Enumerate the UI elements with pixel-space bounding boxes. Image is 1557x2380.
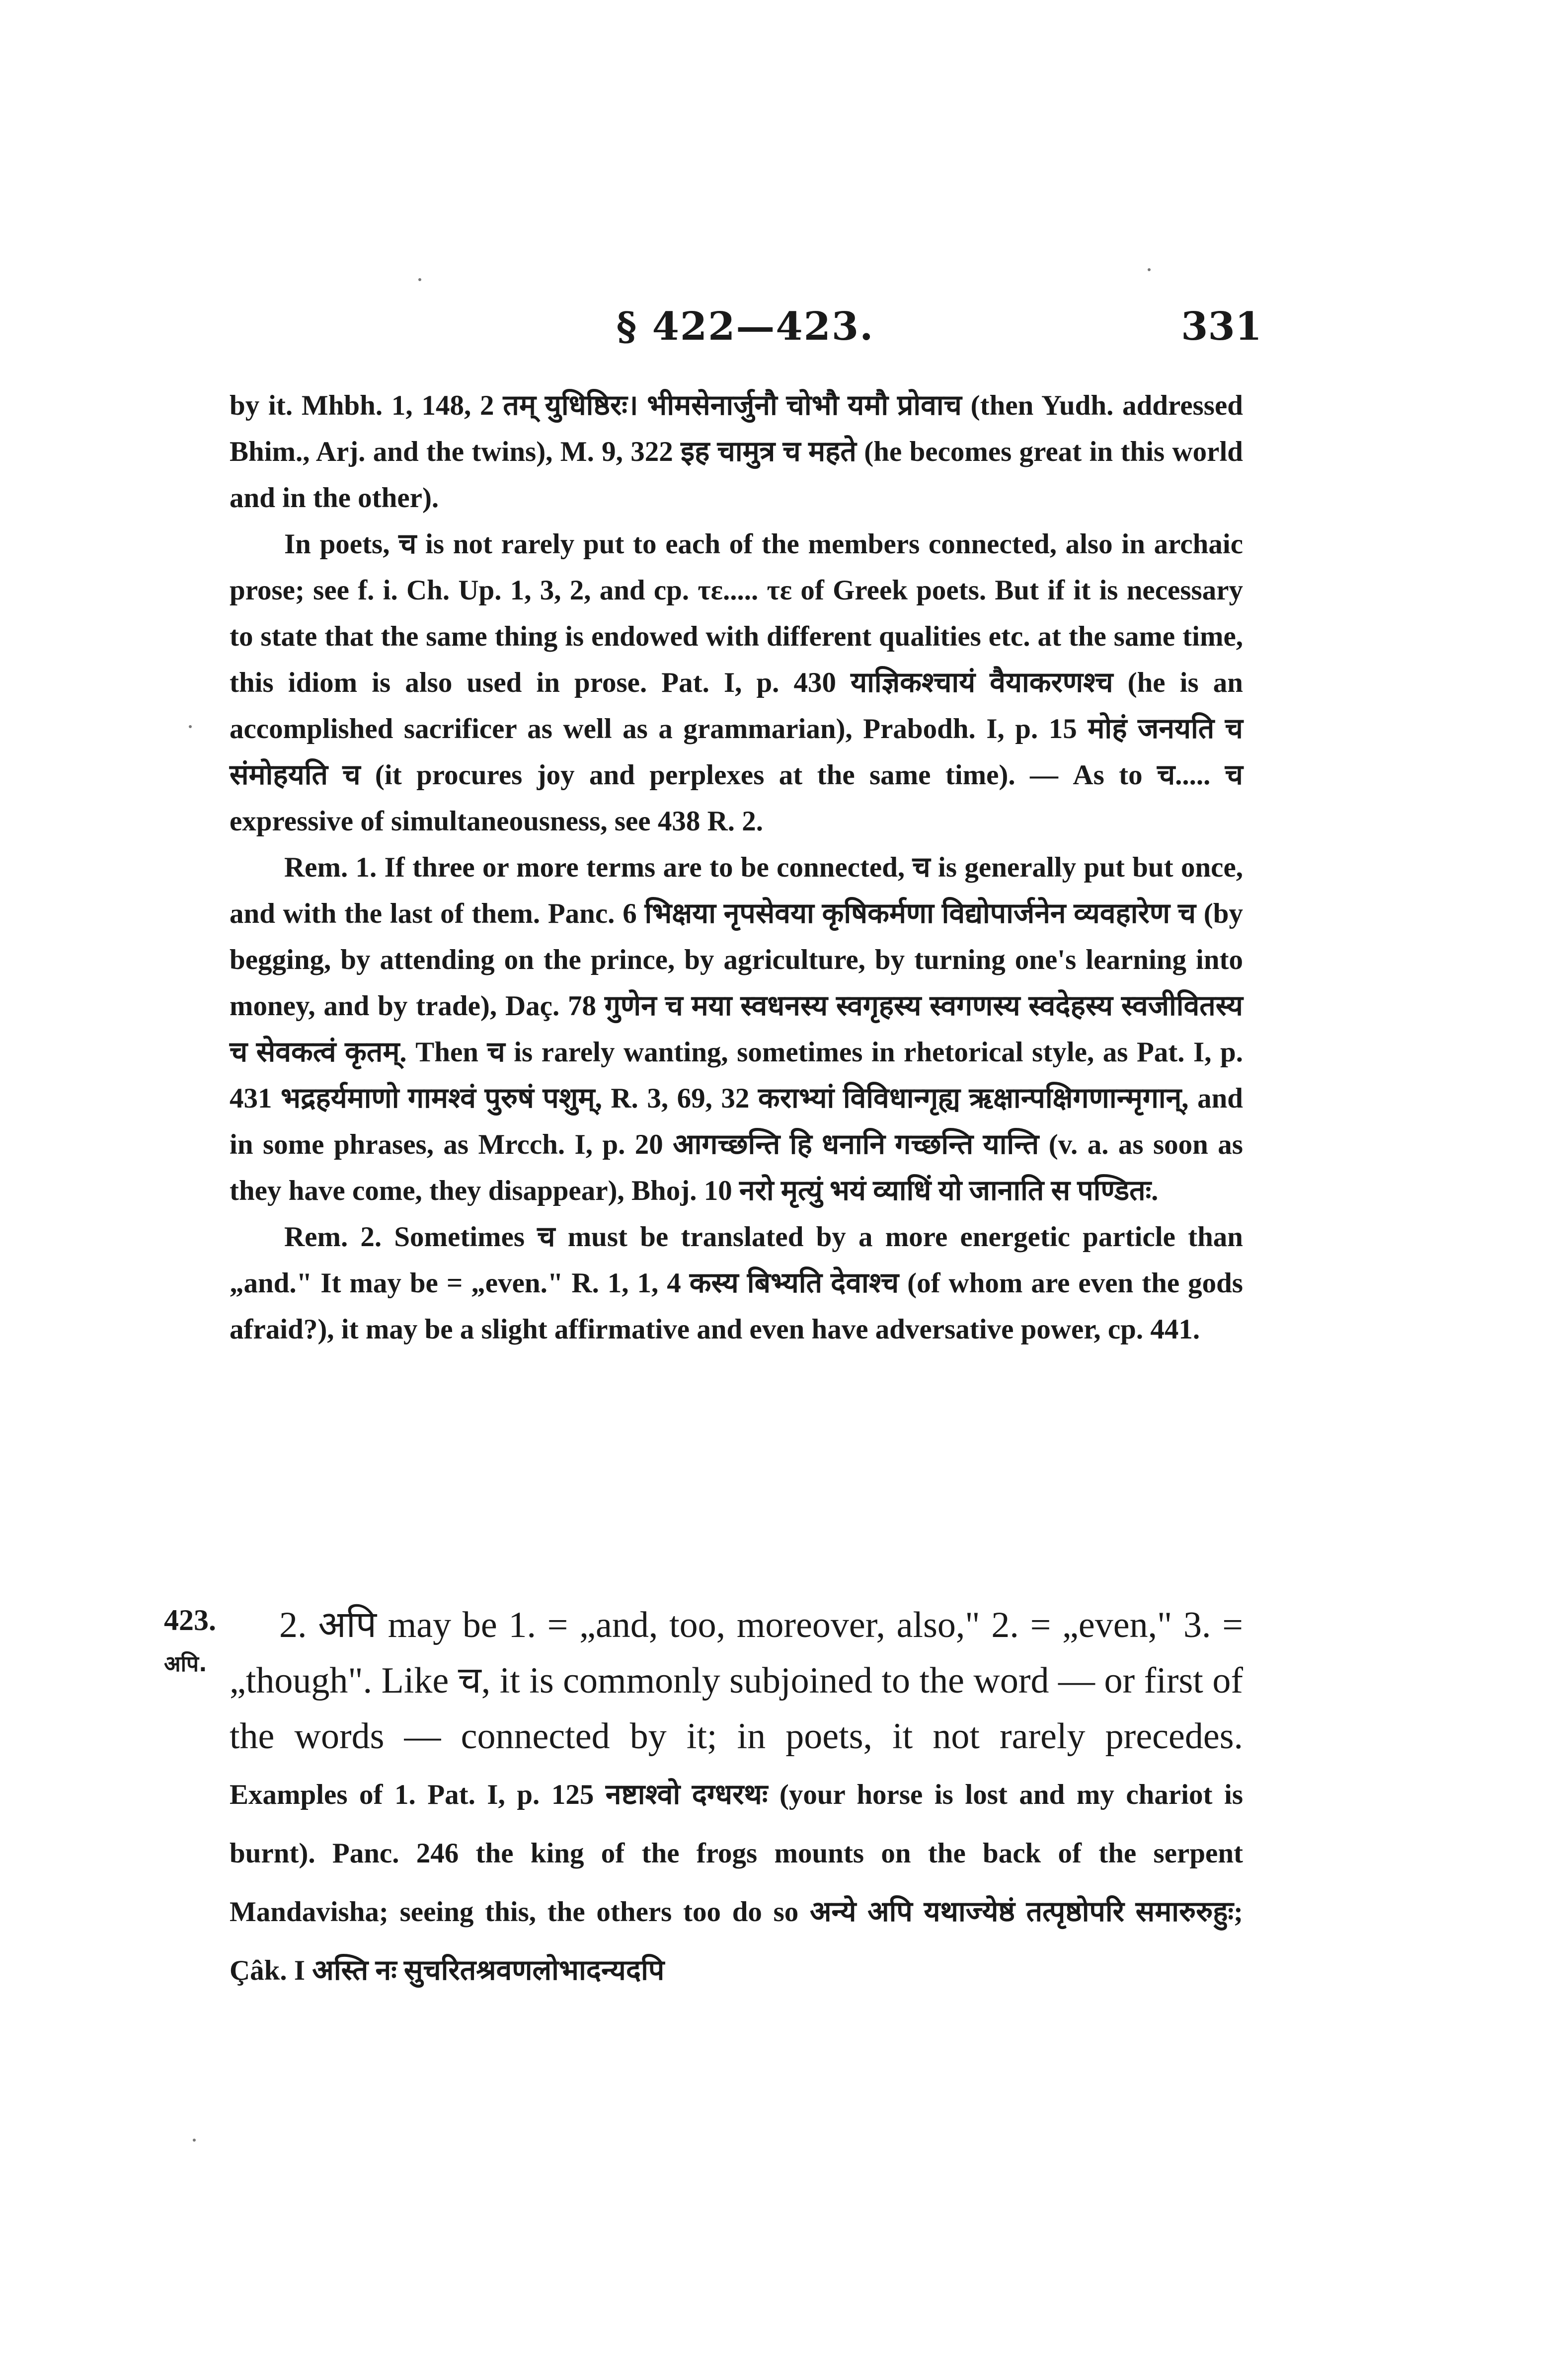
main-text-block xyxy=(230,382,1243,1352)
paragraph-rem-1: Rem. 1. If three or more terms are to be connected, च is generally put but once, and with the last of them. Panc. 6 भिक्षया नृपसेवया कृषिकर्मणा विद्योपार्जनेन व्यवहारेण च (by begging, by attending on the prince, by agriculture, by turning one's learning into money, and by trade), Daç. 78 गुणेन च मया स्वधनस्य स्वगृहस्य स्वगणस्य स्वदेहस्य स्वजीवितस्य च सेवकत्वं कृतम्. Then च is rarely wanting, sometimes in rhetorical style, as Pat. I, p. 431 भद्रहर्यमाणो गामश्वं पुरुषं पशुम्, R. 3, 69, 32 कराभ्यां विविधान्गृह्य ऋक्षान्पक्षिगणान्मृगान्, and in some phrases, as Mrcch. I, p. 20 आगच्छन्ति हि धनानि गच्छन्ति यान्ति (v. a. as soon as they have come, they disappear), Bhoj. 10 नरो मृत्युं भयं व्याधिं यो जानाति स पण्डितः. xyxy=(230,852,1243,1206)
margin-keyword: अपि. xyxy=(164,1651,207,1677)
paper-speck xyxy=(1148,268,1151,271)
section-423-lead-text: 2. अपि may be 1. = „and, too, moreover, also," 2. = „even," 3. = „though". Like च, it is commonly subjoined to the word — or first of the words — connected by it; in poets, it not rarely precedes. xyxy=(230,1605,1244,1757)
margin-section-number: 423. xyxy=(164,1604,216,1636)
page-number: 331 xyxy=(1181,304,1262,349)
paper-speck xyxy=(193,2139,196,2142)
paragraph-poets: In poets, च is not rarely put to each of the members connected, also in archaic prose; see f. i. Ch. Up. 1, 3, 2, and cp. τε..... τε of Greek poets. But if it is necessary to state that the same thing is endowed with different qualities etc. at the same time, this idiom is also used in prose. Pat. I, p. 430 याज्ञिकश्चायं वैयाकरणश्च (he is an accomplished sacrificer as well as a grammarian), Prabodh. I, p. 15 मोहं जनयति च संमोहयति च (it procures joy and perplexes at the same time). — As to च..... च expressive of simultaneousness, see 438 R. 2. xyxy=(230,528,1243,837)
section-423-lead xyxy=(230,1597,1243,1999)
section-423-examples: Examples of 1. Pat. I, p. 125 नष्टाश्वो दग्धरथः (your horse is lost and my chariot is burnt). Panc. 246 the king of the frogs mounts on the back of the serpent Mandavisha; seeing this, the others too do so अन्ये अपि यथाज्येष्ठं तत्पृष्ठोपरि समारुरुहुः; Çâk. I अस्ति नः सुचरितश्रवणलोभादन्यदपि xyxy=(230,1779,1243,1986)
running-header xyxy=(229,304,1262,359)
paragraph-continuation: by it. Mhbh. 1, 148, 2 तम् युधिष्ठिरः। भीमसेनार्जुनौ चोभौ यमौ प्रोवाच (then Yudh. addressed Bhim., Arj. and the twins), M. 9, 322 इह चामुत्र च महते (he becomes great in this world and in the other). xyxy=(230,390,1243,514)
paper-speck xyxy=(418,278,421,281)
paper-speck xyxy=(189,725,192,728)
section-reference: § 422—423. xyxy=(616,304,874,349)
paragraph-rem-2: Rem. 2. Sometimes च must be translated by a more energetic particle than „and." It may be = „even." R. 1, 1, 4 कस्य बिभ्यति देवाश्च (of whom are even the gods afraid?), it may be a slight affirmative and even have adversative power, cp. 441. xyxy=(230,1221,1243,1345)
section-423-intro xyxy=(230,1597,1243,1999)
